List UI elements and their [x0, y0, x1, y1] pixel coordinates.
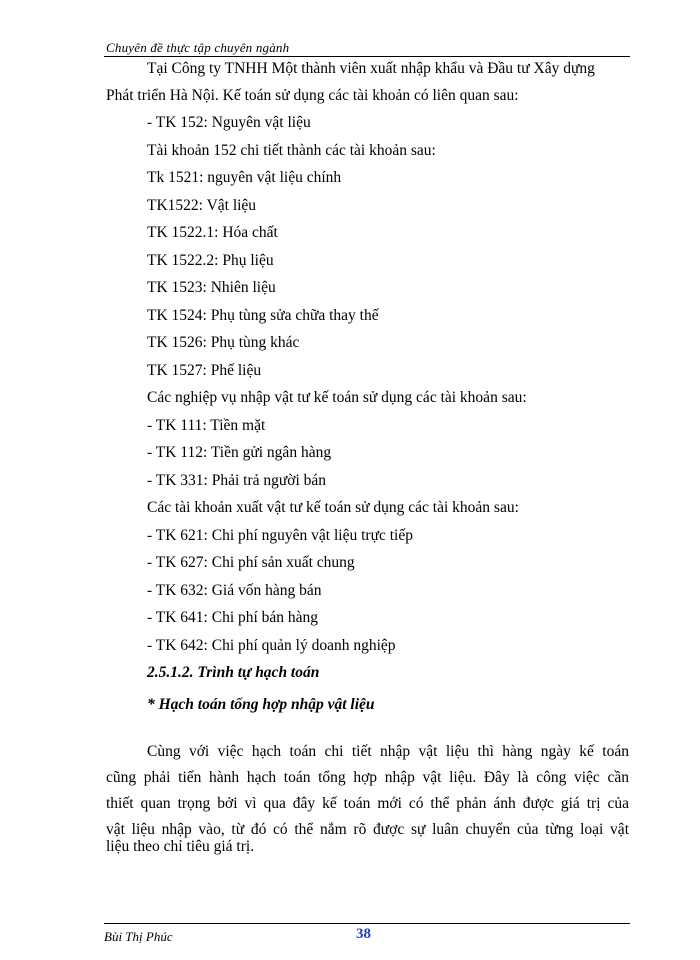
list-item: - TK 641: Chi phí bán hàng [147, 609, 319, 626]
section-heading: 2.5.1.2. Trình tự hạch toán [147, 664, 320, 681]
list-item: TK 1523: Nhiên liệu [147, 279, 276, 296]
paragraph-line: vật liệu nhập vào, từ đó có thể nắm rõ được sự luân chuyển của từng loại vật [106, 821, 629, 838]
list-item: TK 1527: Phế liệu [147, 362, 262, 379]
paragraph-line: thiết quan trọng bởi vì qua đây kế toán mới có thể phản ánh được giá trị của [106, 795, 629, 812]
sub-heading: * Hạch toán tổng hợp nhập vật liệu [147, 696, 375, 713]
list-item: Tk 1521: nguyên vật liệu chính [147, 169, 342, 186]
intro-line-1: Tại Công ty TNHH Một thành viên xuất nhập khẩu và Đầu tư Xây dựng [147, 60, 595, 77]
list-item: TK1522: Vật liệu [147, 197, 257, 214]
list-item: - TK 112: Tiền gửi ngân hàng [147, 444, 332, 461]
page-number: 38 [356, 926, 371, 942]
list-item: - TK 627: Chi phí sản xuất chung [147, 554, 355, 571]
intro-line-2: Phát triển Hà Nội. Kế toán sử dụng các tài khoản có liên quan sau: [106, 87, 519, 104]
list-item: Các tài khoản xuất vật tư kế toán sử dụng các tài khoản sau: [147, 499, 519, 516]
list-item: - TK 621: Chi phí nguyên vật liệu trực tiếp [147, 527, 413, 544]
list-item: - TK 152: Nguyên vật liệu [147, 114, 311, 131]
running-header: Chuyên đề thực tập chuyên ngành [106, 40, 290, 55]
list-item: - TK 111: Tiền mặt [147, 417, 266, 434]
header-divider [104, 56, 630, 57]
list-item: Các nghiệp vụ nhập vật tư kế toán sử dụng các tài khoản sau: [147, 389, 527, 406]
list-item: TK 1524: Phụ tùng sửa chữa thay thế [147, 307, 379, 324]
paragraph-line: Cùng với việc hạch toán chi tiết nhập vật liệu thì hàng ngày kế toán [147, 743, 629, 760]
list-item: Tài khoản 152 chi tiết thành các tài khoản sau: [147, 142, 436, 159]
list-item: - TK 632: Giá vốn hàng bán [147, 582, 322, 599]
footer-divider [104, 923, 630, 924]
paragraph-line: cũng phải tiến hành hạch toán tổng hợp nhập vật liệu. Đây là công việc cần [106, 769, 629, 786]
footer-author: Bùi Thị Phúc [104, 929, 173, 944]
list-item: TK 1522.2: Phụ liệu [147, 252, 274, 269]
list-item: - TK 642: Chi phí quản lý doanh nghiệp [147, 637, 396, 654]
list-item: TK 1522.1: Hóa chất [147, 224, 278, 241]
list-item: TK 1526: Phụ tùng khác [147, 334, 300, 351]
paragraph-line: liệu theo chỉ tiêu giá trị. [106, 838, 255, 855]
list-item: - TK 331: Phải trả người bán [147, 472, 327, 489]
